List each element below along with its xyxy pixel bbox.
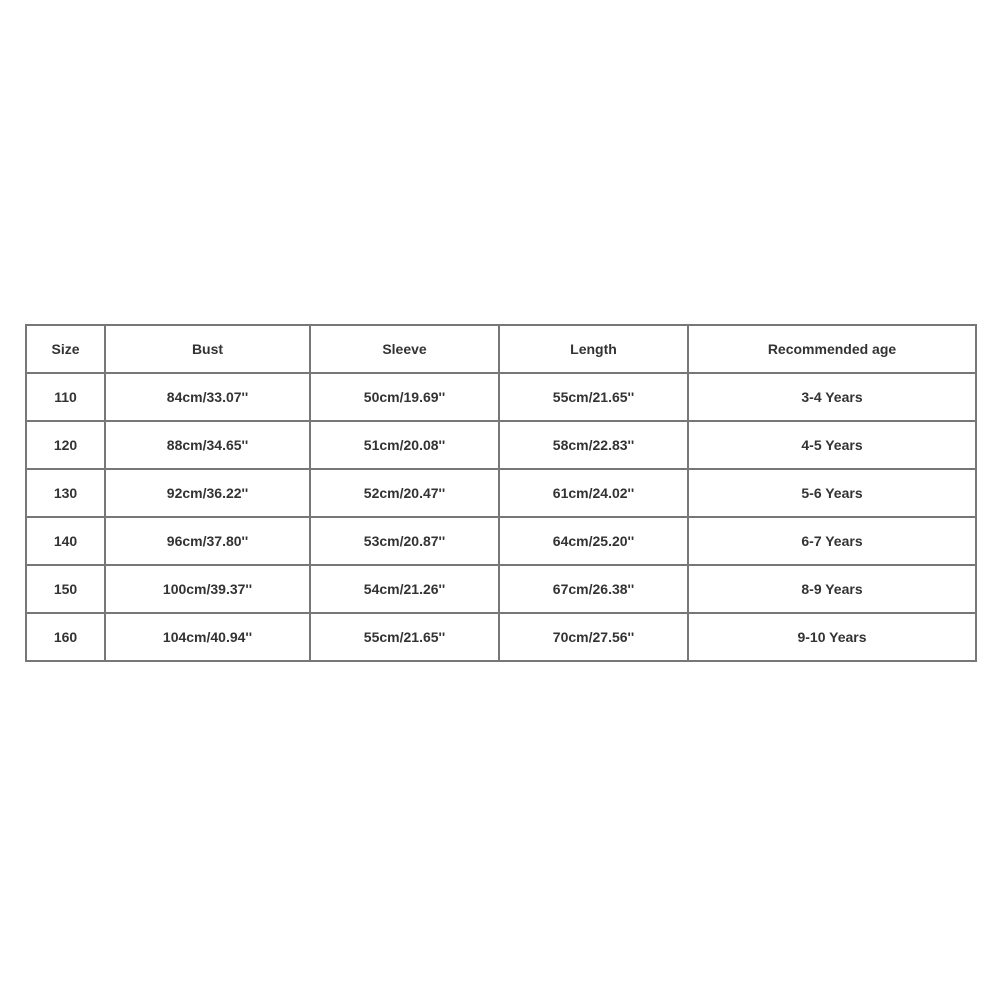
- cell-bust: 100cm/39.37'': [105, 565, 310, 613]
- table-row: [26, 469, 976, 517]
- cell-size: 110: [26, 373, 105, 421]
- header-length: Length: [499, 325, 688, 373]
- cell-size: 120: [26, 421, 105, 469]
- table-row: [26, 613, 976, 661]
- cell-sleeve: 54cm/21.26'': [310, 565, 499, 613]
- table-header-row: [26, 325, 976, 373]
- cell-recommended-age: 6-7 Years: [688, 517, 976, 565]
- cell-recommended-age: 4-5 Years: [688, 421, 976, 469]
- table-row: [26, 565, 976, 613]
- cell-bust: 92cm/36.22'': [105, 469, 310, 517]
- cell-recommended-age: 9-10 Years: [688, 613, 976, 661]
- header-bust: Bust: [105, 325, 310, 373]
- cell-sleeve: 51cm/20.08'': [310, 421, 499, 469]
- cell-length: 61cm/24.02'': [499, 469, 688, 517]
- cell-sleeve: 50cm/19.69'': [310, 373, 499, 421]
- cell-length: 64cm/25.20'': [499, 517, 688, 565]
- cell-size: 150: [26, 565, 105, 613]
- cell-recommended-age: 3-4 Years: [688, 373, 976, 421]
- header-sleeve: Sleeve: [310, 325, 499, 373]
- cell-bust: 84cm/33.07'': [105, 373, 310, 421]
- cell-length: 58cm/22.83'': [499, 421, 688, 469]
- cell-size: 160: [26, 613, 105, 661]
- cell-length: 67cm/26.38'': [499, 565, 688, 613]
- cell-recommended-age: 5-6 Years: [688, 469, 976, 517]
- cell-bust: 88cm/34.65'': [105, 421, 310, 469]
- cell-recommended-age: 8-9 Years: [688, 565, 976, 613]
- cell-size: 130: [26, 469, 105, 517]
- cell-bust: 104cm/40.94'': [105, 613, 310, 661]
- table-row: [26, 373, 976, 421]
- table-row: [26, 517, 976, 565]
- size-chart-table: [25, 324, 977, 662]
- cell-length: 70cm/27.56'': [499, 613, 688, 661]
- header-recommended-age: Recommended age: [688, 325, 976, 373]
- cell-sleeve: 52cm/20.47'': [310, 469, 499, 517]
- cell-sleeve: 55cm/21.65'': [310, 613, 499, 661]
- cell-sleeve: 53cm/20.87'': [310, 517, 499, 565]
- cell-bust: 96cm/37.80'': [105, 517, 310, 565]
- cell-length: 55cm/21.65'': [499, 373, 688, 421]
- cell-size: 140: [26, 517, 105, 565]
- header-size: Size: [26, 325, 105, 373]
- table-row: [26, 421, 976, 469]
